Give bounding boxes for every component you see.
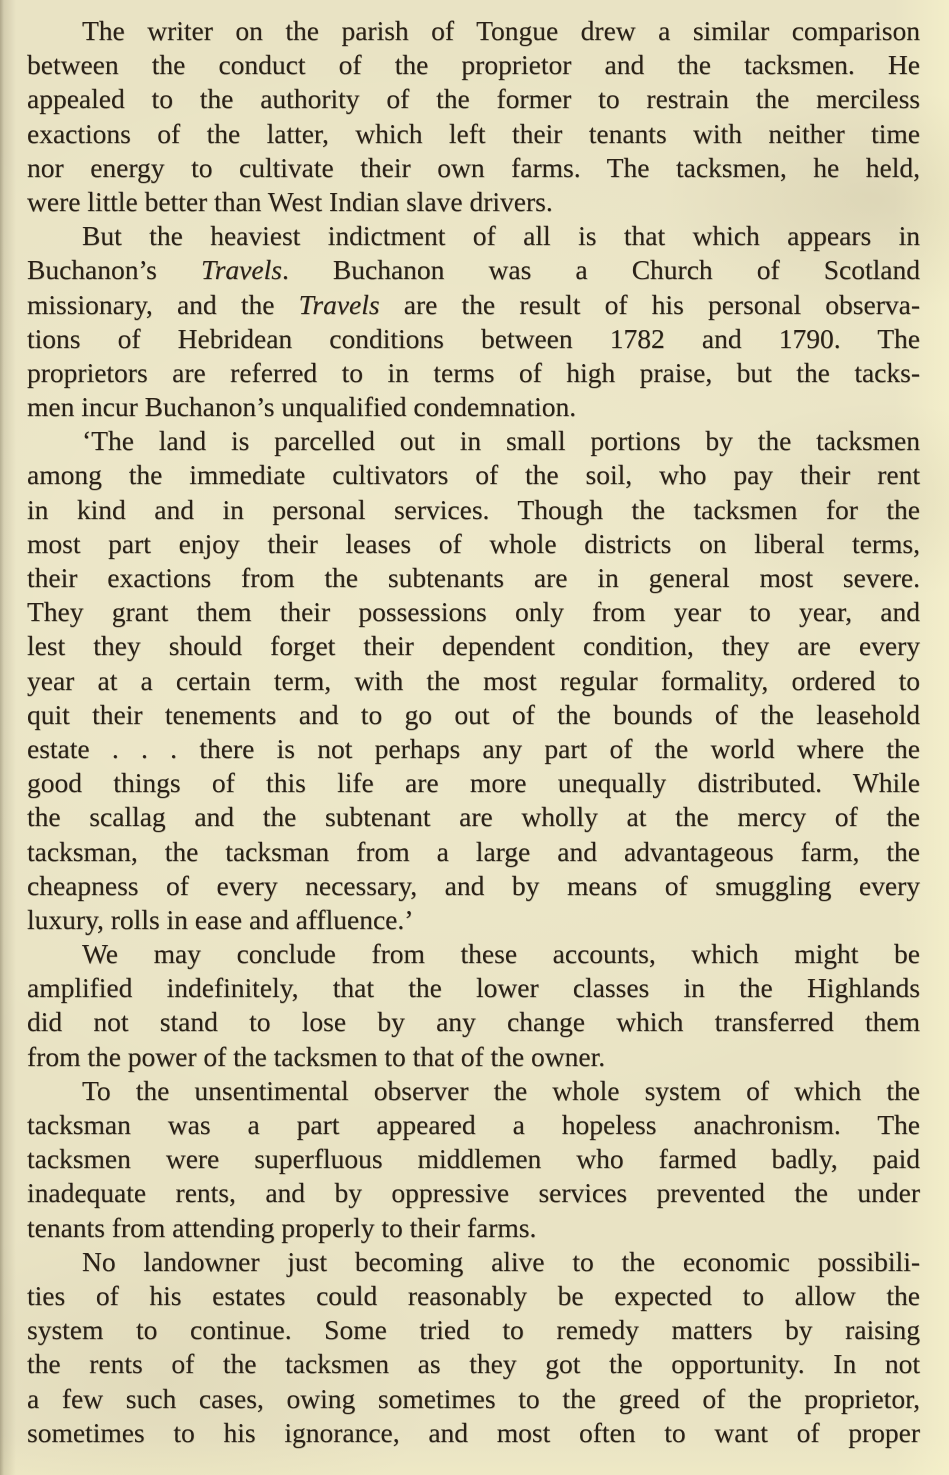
text-segment: were little better than West Indian slave drivers.: [27, 185, 553, 217]
text-segment: But the heaviest indictment of all is that which appears in: [82, 220, 920, 252]
text-segment: cheapness of every necessary, and by means of smuggling every: [27, 869, 920, 901]
text-segment: They grant them their possessions only from year to year, and: [27, 596, 920, 628]
text-line: [27, 219, 920, 253]
text-segment: most part enjoy their leases of whole districts on liberal terms,: [27, 527, 920, 559]
paragraph: [27, 424, 920, 937]
text-line: [27, 1416, 920, 1450]
text-line: [27, 937, 920, 971]
text-segment: among the immediate cultivators of the soil, who pay their rent: [27, 459, 920, 491]
text-line: [27, 424, 920, 458]
text-segment: exactions of the latter, which left their tenants with neither time: [27, 117, 920, 149]
text-segment: quit their tenements and to go out of the bounds of the leasehold: [27, 698, 920, 730]
text-segment: good things of this life are more unequally distributed. While: [27, 767, 920, 799]
italic-text-segment: Travels: [298, 288, 380, 320]
text-line: [27, 732, 920, 766]
text-segment: estate . . . there is not perhaps any part of the world where the: [27, 732, 920, 764]
text-segment: from the power of the tacksmen to that of the owner.: [27, 1040, 606, 1072]
text-line: [27, 698, 920, 732]
text-segment: tacksman, the tacksman from a large and advantageous farm, the: [27, 835, 920, 867]
text-segment: luxury, rolls in ease and affluence.’: [27, 903, 414, 935]
text-segment: tions of Hebridean conditions between 1782 and 1790. The: [27, 322, 920, 354]
text-line: [27, 390, 920, 424]
text-segment: . Buchanon was a Church of Scotland: [281, 254, 920, 286]
text-segment: Buchanon’s: [27, 254, 201, 286]
text-line: [27, 82, 920, 116]
paragraph: [27, 937, 920, 1074]
text-segment: a few such cases, owing sometimes to the greed of the proprietor,: [27, 1382, 920, 1414]
text-line: [27, 1347, 920, 1381]
text-segment: men incur Buchanon’s unqualified condemnation.: [27, 391, 577, 423]
text-line: [27, 561, 920, 595]
text-segment: sometimes to his ignorance, and most often to want of proper: [27, 1416, 920, 1448]
text-segment: year at a certain term, with the most regular formality, ordered to: [27, 664, 920, 696]
text-line: [27, 356, 920, 390]
text-line: [27, 1142, 920, 1176]
text-line: [27, 48, 920, 82]
text-segment: are the result of his personal observa-: [379, 288, 920, 320]
text-line: [27, 903, 920, 937]
page-text: [27, 14, 920, 1450]
text-line: [27, 1211, 920, 1245]
text-line: [27, 595, 920, 629]
text-line: [27, 14, 920, 48]
text-segment: the rents of the tacksmen as they got the opportunity. In not: [27, 1348, 920, 1380]
text-line: [27, 1040, 920, 1074]
text-segment: To the unsentimental observer the whole system of which the: [82, 1074, 920, 1106]
text-segment: No landowner just becoming alive to the economic possibili-: [82, 1245, 920, 1277]
text-segment: the scallag and the subtenant are wholly at the mercy of the: [27, 801, 920, 833]
text-segment: proprietors are referred to in terms of high praise, but the tacks-: [27, 356, 920, 388]
text-line: [27, 1108, 920, 1142]
text-line: [27, 1074, 920, 1108]
text-line: [27, 253, 920, 287]
text-segment: The writer on the parish of Tongue drew a similar comparison: [82, 15, 920, 46]
paragraph: [27, 219, 920, 424]
text-segment: lest they should forget their dependent condition, they are every: [27, 630, 920, 662]
paragraph: [27, 14, 920, 219]
text-line: [27, 322, 920, 356]
text-line: [27, 869, 920, 903]
text-segment: inadequate rents, and by oppressive services prevented the under: [27, 1177, 920, 1209]
text-line: [27, 1382, 920, 1416]
text-line: [27, 971, 920, 1005]
text-segment: tenants from attending properly to their farms.: [27, 1211, 537, 1243]
text-segment: did not stand to lose by any change which transferred them: [27, 1006, 920, 1038]
text-line: [27, 1245, 920, 1279]
text-segment: nor energy to cultivate their own farms. The tacksmen, he held,: [27, 151, 920, 183]
text-line: [27, 629, 920, 663]
text-line: [27, 766, 920, 800]
text-line: [27, 288, 920, 322]
text-line: [27, 1005, 920, 1039]
text-segment: appealed to the authority of the former to restrain the merciless: [27, 83, 920, 115]
text-segment: their exactions from the subtenants are in general most severe.: [27, 562, 920, 593]
text-line: [27, 1279, 920, 1313]
paragraph: [27, 1245, 920, 1450]
text-line: [27, 493, 920, 527]
italic-text-segment: Travels: [200, 254, 282, 286]
text-line: [27, 664, 920, 698]
text-line: [27, 458, 920, 492]
text-segment: in kind and in personal services. Though the tacksmen for the: [27, 493, 920, 525]
text-segment: tacksmen were superfluous middlemen who farmed badly, paid: [27, 1143, 920, 1175]
text-line: [27, 117, 920, 151]
text-segment: between the conduct of the proprietor and the tacksmen. He: [27, 49, 920, 81]
text-segment: ‘The land is parcelled out in small portions by the tacksmen: [82, 425, 920, 457]
text-segment: We may conclude from these accounts, which might be: [82, 938, 920, 970]
text-line: [27, 1313, 920, 1347]
text-line: [27, 1176, 920, 1210]
text-line: [27, 527, 920, 561]
text-segment: tacksman was a part appeared a hopeless anachronism. The: [27, 1109, 920, 1140]
text-segment: amplified indefinitely, that the lower classes in the Highlands: [27, 972, 920, 1004]
text-line: [27, 185, 920, 219]
text-line: [27, 800, 920, 834]
text-segment: ties of his estates could reasonably be expected to allow the: [27, 1279, 920, 1311]
text-segment: system to continue. Some tried to remedy matters by raising: [27, 1314, 920, 1346]
text-line: [27, 835, 920, 869]
text-segment: missionary, and the: [27, 288, 299, 320]
paragraph: [27, 1074, 920, 1245]
text-line: [27, 151, 920, 185]
